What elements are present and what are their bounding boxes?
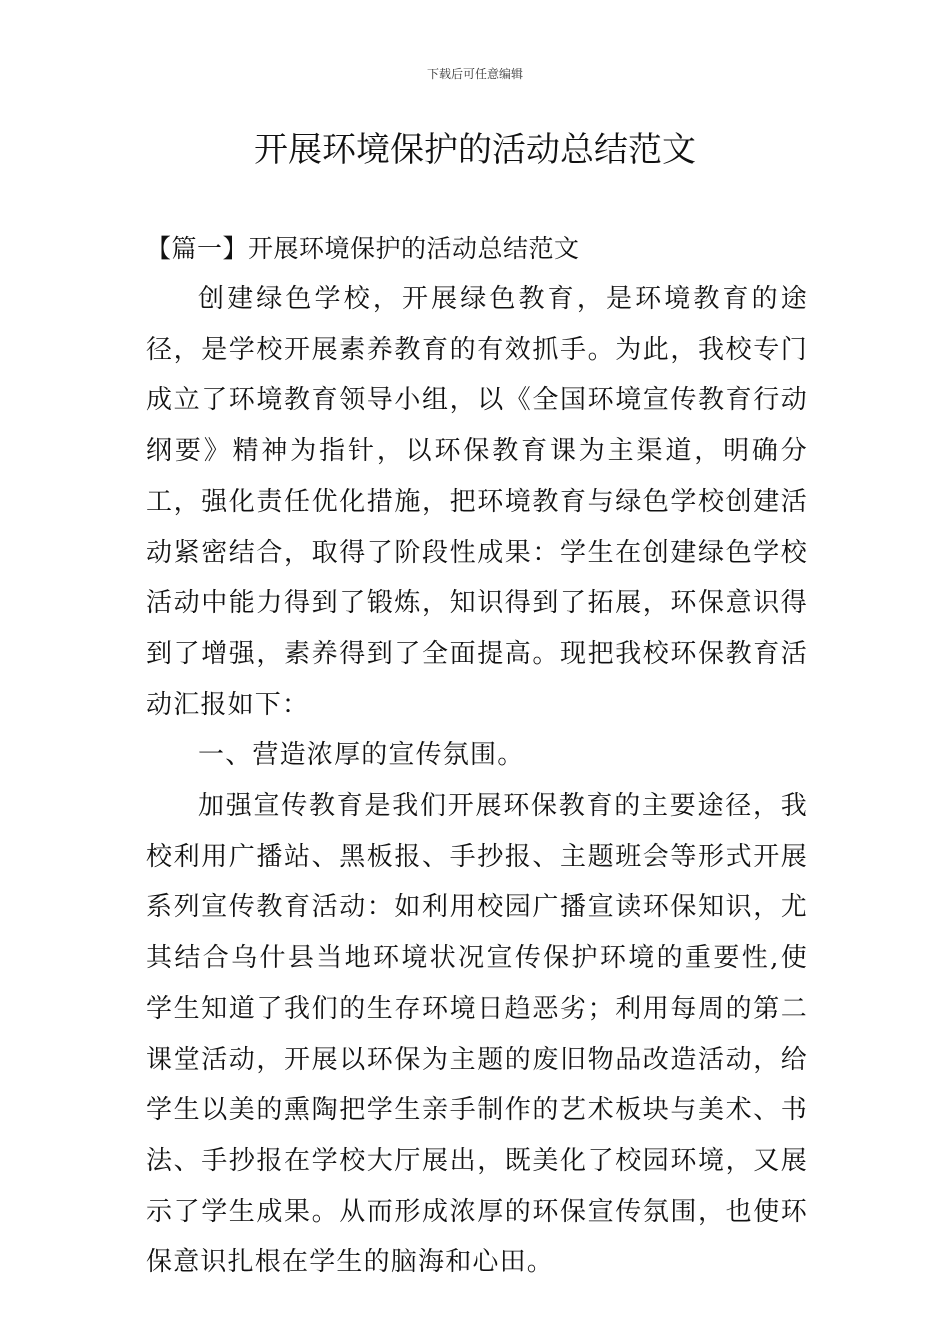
document-title: 开展环境保护的活动总结范文: [254, 130, 696, 170]
paragraph-intro: 创建绿色学校，开展绿色教育，是环境教育的途径，是学校开展素养教育的有效抓手。为此，我校专门成立了环境教育领导小组，以《全国环境宣传教育行动纲要》精神为指针，以环保教育课为主渠道，明确分工，强化责任优化措施，把环境教育与绿色学校创建活动紧密结合，取得了阶段性成果：学生在创建绿色学校活动中能力得到了锻炼，知识得到了拓展，环保意识得到了增强，素养得到了全面提高。现把我校环保教育活动汇报如下：: [146, 284, 808, 720]
document-body: [146, 224, 808, 1288]
subheading-atmosphere: 一、营造浓厚的宣传氛围。: [198, 740, 525, 771]
section-heading: 【篇一】开展环境保护的活动总结范文: [146, 234, 580, 263]
paragraph-publicity: 加强宣传教育是我们开展环保教育的主要途径，我校利用广播站、黑板报、手抄报、主题班会等形式开展系列宣传教育活动：如利用校园广播宣读环保知识，尤其结合乌什县当地环境状况宣传保护环境的重要性,使学生知道了我们的生存环境日趋恶劣；利用每周的第二课堂活动，开展以环保为主题的废旧物品改造活动，给学生以美的熏陶把学生亲手制作的艺术板块与美术、书法、手抄报在学校大厅展出，既美化了校园环境，又展示了学生成果。从而形成浓厚的环保宣传氛围，也使环保意识扎根在学生的脑海和心田。: [146, 791, 808, 1278]
header-note: 下载后可任意编辑: [426, 67, 523, 81]
